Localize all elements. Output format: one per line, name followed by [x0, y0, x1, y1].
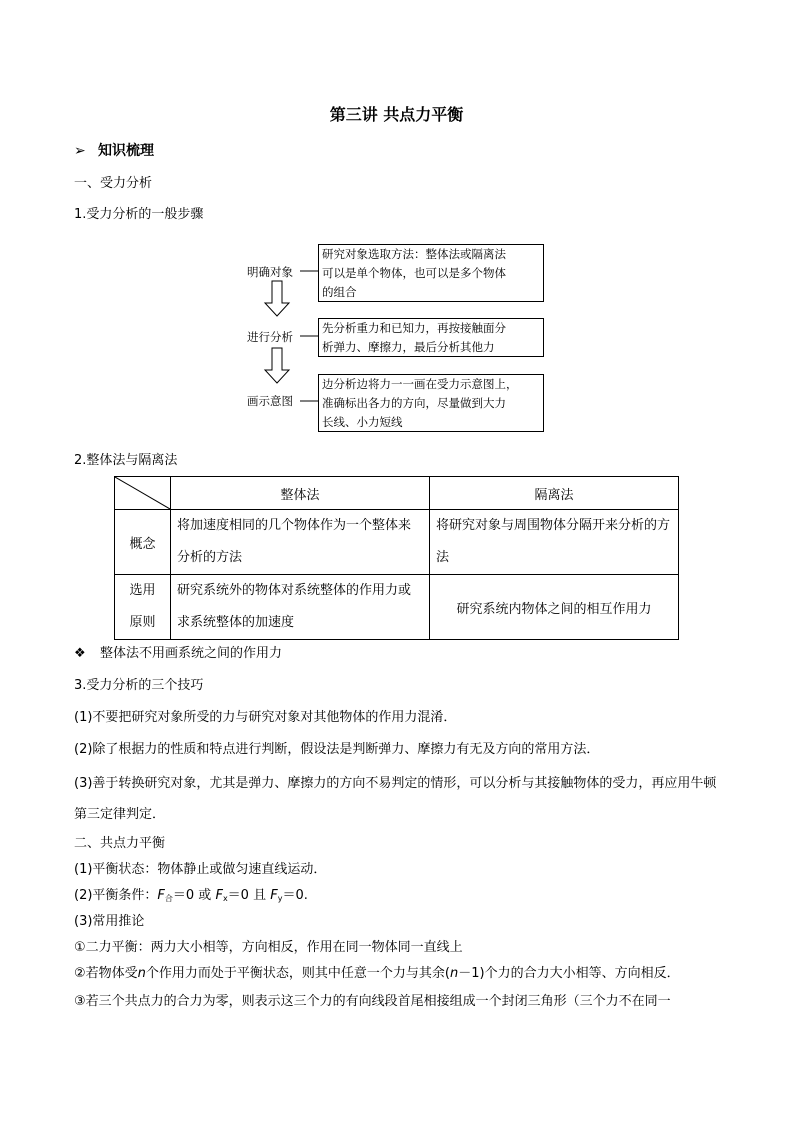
- table-cell: 研究系统内物体之间的相互作用力: [429, 575, 678, 640]
- table-row: [115, 575, 679, 640]
- flow-label-2: 进行分析: [247, 330, 293, 344]
- flow-label-3: 画示意图: [247, 394, 293, 408]
- flow-box-3: 边分析边将力一一画在受力示意图上， 准确标出各力的方向，尽量做到大力 长线、小力短线: [318, 374, 544, 432]
- force-subscript-y: y: [277, 894, 283, 903]
- table-cell: 将研究对象与周围物体分隔开来分析的方法: [429, 510, 678, 575]
- part2-state: (1)平衡状态：物体静止或做匀速直线运动．: [74, 862, 327, 877]
- force-subscript-he: 合: [164, 894, 173, 903]
- flow-label-1: 明确对象: [247, 265, 293, 279]
- force-subscript-x: x: [222, 894, 228, 903]
- section-label: 知识梳理: [98, 143, 154, 159]
- row-label-line: 选用: [129, 583, 156, 598]
- table-row-label: 概念: [115, 510, 171, 575]
- tip-2: (2)除了根据力的性质和特点进行判断，假设法是判断弹力、摩擦力有无及方向的常用方法．: [74, 742, 600, 757]
- force-symbol: F: [157, 888, 165, 903]
- tip-3: (3)善于转换研究对象，尤其是弹力、摩擦力的方向不易判定的情形，可以分析与其接触物体的受力，再应用牛顿第三定律判定．: [74, 776, 717, 822]
- inf2-post: －1)个力的合力大小相等、方向相反．: [458, 966, 680, 981]
- force-y-symbol: F: [270, 888, 278, 903]
- table-header-row: [115, 477, 679, 510]
- table-row-label: [115, 575, 171, 640]
- table-cell: 将加速度相同的几个物体作为一个整体来分析的方法: [171, 510, 430, 575]
- part1-sub2: 2.整体法与隔离法: [74, 453, 178, 468]
- part2-inferences: (3)常用推论: [74, 914, 145, 929]
- arrow-bullet-icon: ➢: [74, 143, 86, 159]
- note-text: 整体法不用画系统之间的作用力: [100, 646, 283, 661]
- cond-eq2: ＝0 且: [227, 888, 267, 903]
- note-line: [74, 646, 282, 662]
- table-cell: 研究系统外的物体对系统整体的作用力或求系统整体的加速度: [171, 575, 430, 640]
- n-symbol: n: [137, 966, 146, 981]
- inference-2: [74, 966, 680, 982]
- n-symbol: n: [449, 966, 459, 981]
- table-header-cell: 整体法: [171, 477, 430, 510]
- down-arrow-icon-1: [265, 281, 289, 316]
- table-row: [115, 510, 679, 575]
- part1-sub1: 1.受力分析的一般步骤: [74, 207, 204, 222]
- part1-sub3: 3.受力分析的三个技巧: [74, 678, 204, 693]
- part1-heading: 一、受力分析: [74, 176, 153, 191]
- part2-condition: [74, 888, 308, 904]
- part2-heading: 二、共点力平衡: [74, 836, 166, 851]
- page-title: 第三讲 共点力平衡: [329, 105, 464, 124]
- cond-prefix: (2)平衡条件：: [74, 888, 158, 903]
- flow-box-2: 先分析重力和已知力，再按接触面分 析弹力、摩擦力，最后分析其他力: [318, 318, 544, 357]
- row-label-line: 原则: [129, 615, 156, 630]
- inf2-mid: 个作用力而处于平衡状态，则其中任意一个力与其余(: [145, 966, 450, 981]
- down-arrow-icon-2: [265, 348, 289, 383]
- cond-eq3: ＝0.: [282, 888, 308, 903]
- diamond-bullet-icon: ❖: [74, 646, 86, 661]
- table-header-cell: 隔离法: [429, 477, 678, 510]
- inference-1: ①二力平衡：两力大小相等，方向相反，作用在同一物体同一直线上: [74, 940, 463, 955]
- inf2-pre: ②若物体受: [74, 966, 138, 981]
- flow-box-1: 研究对象选取方法：整体法或隔离法 可以是单个物体，也可以是多个物体 的组合: [318, 244, 544, 302]
- comparison-table: [114, 476, 679, 640]
- inference-3: ③若三个共点力的合力为零，则表示这三个力的有向线段首尾相接组成一个封闭三角形（三个力不在同一: [74, 994, 671, 1009]
- diagonal-corner-cell: [115, 477, 171, 510]
- cond-eq1: ＝0 或: [172, 888, 212, 903]
- diagonal-line: [115, 477, 170, 509]
- force-x-symbol: F: [215, 888, 223, 903]
- tip-1: (1)不要把研究对象所受的力与研究对象对其他物体的作用力混淆．: [74, 710, 457, 725]
